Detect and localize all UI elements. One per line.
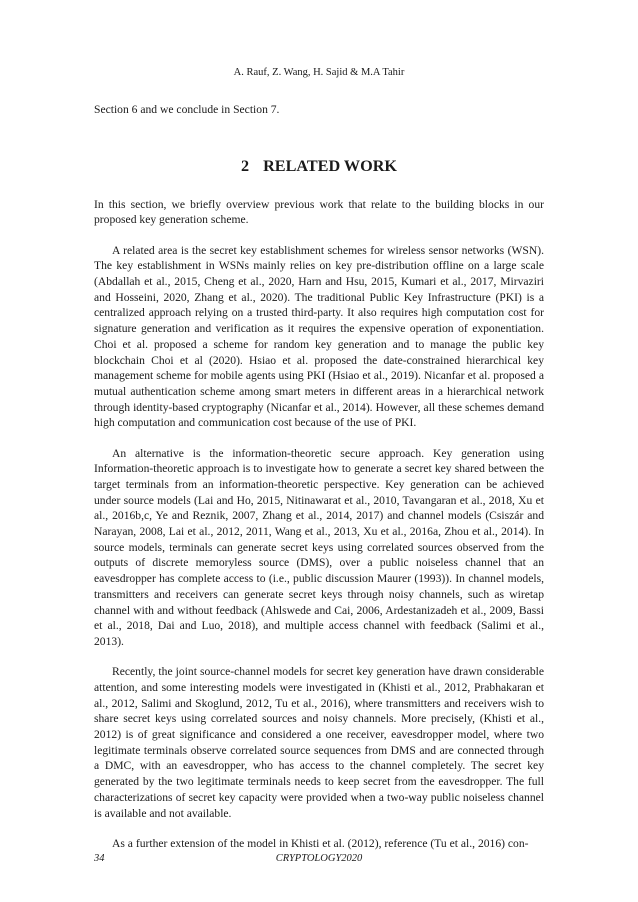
intro-line: Section 6 and we conclude in Section 7. [94,103,280,116]
section-heading [94,156,544,176]
paragraph-4: Recently, the joint source-channel models for secret key generation have drawn considerable attention, and some interesting models were investigated in (Khisti et al., 2012, Prabhakaran et al., 2012, Salimi and Skoglund, 2012, Tu et al., 2016), where transmitters and receivers wish to share secret keys using correlated sources and noisy channels. More precisely, (Khisti et al., 2012) is of great significance and considered a one receiver, eavesdropper model, where two legitimate terminals observe correlated source sequences from DMS and are connected through a DMC, with an eavesdropper, who has access to the channel completely. The secret key generated by the two legitimate terminals needs to keep secret from the eavesdropper. The full characterizations of secret key capacity were provided when a two-way public noiseless channel is available and not available. [94,665,544,820]
paper-body [94,102,544,851]
section-number: 2 [241,156,250,175]
paragraph-3: An alternative is the information-theoretic secure approach. Key generation using Information-theoretic approach is to investigate how to generate a secret key shared between the target terminals from an information-theoretic perspective. Key generation can be achieved under source models (Lai and Ho, 2015, Nitinawarat et al., 2010, Tavangaran et al., 2018, Xu et al., 2016b,c, Ye and Reznik, 2007, Zhang et al., 2014, 2017) and channel models (Csiszár and Narayan, 2008, Lai et al., 2012, 2011, Wang et al., 2013, Xu et al., 2016a, Zhou et al., 2014). In source models, terminals can generate secret keys using correlated sources observed from the outputs of discrete memoryless source (DMS), over a public noiseless channel that an eavesdropper has complete access to (i.e., public discussion Maurer (1993)). In channel models, transmitters and receivers can generate secret keys through noisy channels, such as wiretap channel with and without feedback (Ahlswede and Cai, 2006, Ardestanizadeh et al., 2009, Bassi et al., 2018, Dai and Luo, 2018), and multiple access channel with feedback (Salimi et al., 2013). [94,446,544,648]
paragraph-1: In this section, we briefly overview previous work that relate to the building blocks in our proposed key generation scheme. [94,197,544,227]
running-head: A. Rauf, Z. Wang, H. Sajid & M.A Tahir [233,67,405,78]
page-number: 34 [94,853,105,864]
journal-name: CRYPTOLOGY2020 [275,853,363,864]
section-title: RELATED WORK [263,156,397,175]
paragraph-5: As a further extension of the model in Khisti et al. (2012), reference (Tu et al., 2016) con- [112,836,529,850]
paragraph-2: A related area is the secret key establishment schemes for wireless sensor networks (WSN). The key establishment in WSNs mainly relies on key pre-distribution offline on a large scale (Abdallah et al., 2015, Cheng et al., 2020, Harn and Hsu, 2015, Kumari et al., 2017, Mirvaziri and Hosseini, 2020, Zhang et al., 2020). The traditional Public Key Infrastructure (PKI) is a centralized approach relying on a trusted third-party. It also requires high computation cost for signature generation and verification as it requires the expensive operation of exponentiation. Choi et al. proposed a scheme for random key generation and to manage the public key blockchain Choi et al (2020). Hsiao et al. proposed the date-constrained hierarchical key management scheme for mobile agents using PKI (Hsiao et al., 2019). Nicanfar et al. proposed a mutual authentication scheme among smart meters in different areas in a hierarchical network through identity-based cryptography (Nicanfar et al., 2014). However, all these schemes demand high computation and communication cost because of the use of PKI. [94,243,544,430]
